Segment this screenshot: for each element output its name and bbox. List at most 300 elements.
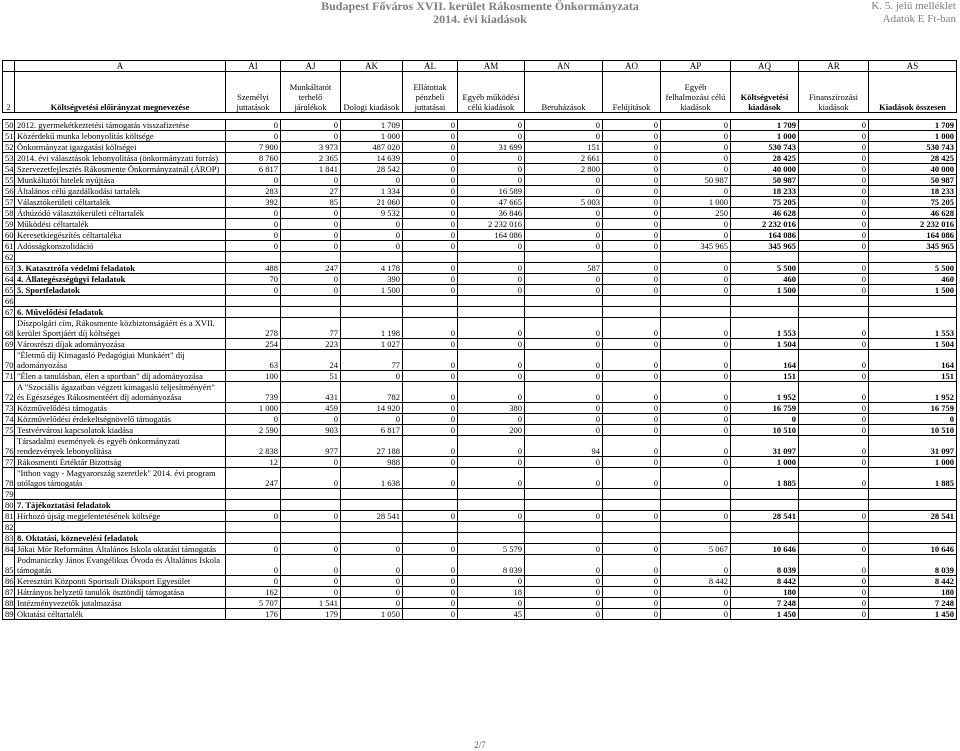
value-cell: 0 <box>661 318 731 339</box>
value-cell: 6 817 <box>226 164 281 175</box>
value-cell: 459 <box>281 403 341 414</box>
row-number: 51 <box>3 131 15 142</box>
value-cell: 1 500 <box>731 285 799 296</box>
table-row <box>3 544 957 555</box>
value-cell: 4 178 <box>341 263 403 274</box>
value-cell: 0 <box>403 142 458 153</box>
value-cell: 1 541 <box>281 598 341 609</box>
row-label: Általános célú gazdálkodási tartalék <box>15 186 226 197</box>
value-cell: 0 <box>525 285 603 296</box>
value-cell: 0 <box>603 425 661 436</box>
value-cell <box>341 489 403 500</box>
value-cell <box>458 500 525 511</box>
value-cell: 16 759 <box>731 403 799 414</box>
value-cell: 0 <box>525 208 603 219</box>
row-label: Szervezetfejlesztés Rákosmente Önkormányzatnál (ÁROP) <box>15 164 226 175</box>
table-row <box>3 230 957 241</box>
page-number: 2/7 <box>474 740 486 750</box>
value-cell: 0 <box>603 175 661 186</box>
row-label: Önkormányzat igazgatási költségei <box>15 142 226 153</box>
header-row-number: 2 <box>3 72 15 113</box>
value-cell: 0 <box>603 511 661 522</box>
table-row <box>3 425 957 436</box>
value-cell: 0 <box>403 587 458 598</box>
value-cell <box>731 296 799 307</box>
value-cell <box>731 252 799 263</box>
value-cell <box>603 296 661 307</box>
value-cell <box>403 500 458 511</box>
value-cell <box>403 522 458 533</box>
value-cell: 0 <box>661 436 731 457</box>
value-cell: 0 <box>458 468 525 489</box>
value-cell: 0 <box>403 436 458 457</box>
header-financing: Finanszírozási kiadások <box>799 72 869 113</box>
value-cell <box>525 489 603 500</box>
value-cell: 0 <box>341 219 403 230</box>
value-cell: 0 <box>799 241 869 252</box>
value-cell: 0 <box>458 241 525 252</box>
budget-table <box>2 60 957 620</box>
value-cell: 0 <box>603 371 661 382</box>
value-cell: 0 <box>281 555 341 576</box>
value-cell: 0 <box>525 544 603 555</box>
value-cell: 0 <box>661 403 731 414</box>
value-cell: 0 <box>341 241 403 252</box>
value-cell: 0 <box>403 339 458 350</box>
value-cell: 0 <box>458 576 525 587</box>
value-cell: 988 <box>341 457 403 468</box>
value-cell: 0 <box>281 175 341 186</box>
value-cell: 2 590 <box>226 425 281 436</box>
row-label: Városrészi díjak adományozása <box>15 339 226 350</box>
table-row <box>3 307 957 318</box>
row-label: Társadalmi események és egyéb önkormányzati rendezvények lebonyolítása <box>15 436 226 457</box>
column-letter: AO <box>603 61 661 72</box>
table-row <box>3 197 957 208</box>
value-cell <box>869 252 957 263</box>
value-cell <box>603 522 661 533</box>
value-cell: 0 <box>799 587 869 598</box>
row-label: Díszpolgári cím, Rákosmente közbiztonságáért és a XVII. kerület Sportjáért díj költségei <box>15 318 226 339</box>
table-row <box>3 533 957 544</box>
value-cell: 0 <box>799 142 869 153</box>
table-row <box>3 382 957 403</box>
value-cell: 0 <box>603 544 661 555</box>
value-cell: 1 952 <box>869 382 957 403</box>
value-cell: 2 232 016 <box>869 219 957 230</box>
value-cell: 0 <box>603 339 661 350</box>
value-cell: 0 <box>799 285 869 296</box>
value-cell: 0 <box>281 544 341 555</box>
row-label: "Életmű díj Kimagasló Pedagógiai Munkáért" díj adományozása <box>15 350 226 371</box>
value-cell: 0 <box>403 609 458 620</box>
value-cell: 8 760 <box>226 153 281 164</box>
value-cell: 0 <box>226 241 281 252</box>
value-cell: 0 <box>458 371 525 382</box>
header-budget-expenses: Költségvetési kiadások <box>731 72 799 113</box>
value-cell: 5 003 <box>525 197 603 208</box>
value-cell: 0 <box>403 414 458 425</box>
value-cell: 0 <box>661 457 731 468</box>
value-cell: 0 <box>869 414 957 425</box>
value-cell: 10 510 <box>869 425 957 436</box>
value-cell <box>281 489 341 500</box>
value-cell: 180 <box>869 587 957 598</box>
table-row <box>3 350 957 371</box>
value-cell: 0 <box>281 285 341 296</box>
value-cell: 0 <box>603 609 661 620</box>
value-cell: 0 <box>799 186 869 197</box>
value-cell: 2 232 016 <box>458 219 525 230</box>
value-cell <box>799 533 869 544</box>
column-letter: AM <box>458 61 525 72</box>
table-row <box>3 576 957 587</box>
value-cell: 0 <box>403 403 458 414</box>
value-cell: 0 <box>403 153 458 164</box>
value-cell: 0 <box>603 208 661 219</box>
row-label: 3. Katasztrófa védelmi feladatok <box>15 263 226 274</box>
row-number: 58 <box>3 208 15 219</box>
value-cell: 8 039 <box>458 555 525 576</box>
column-letter: A <box>15 61 226 72</box>
row-label: Testvérvárosi kapcsolatok kiadása <box>15 425 226 436</box>
document-annex <box>871 0 956 26</box>
value-cell: 0 <box>603 414 661 425</box>
table-row <box>3 263 957 274</box>
row-number: 62 <box>3 252 15 263</box>
value-cell: 0 <box>341 598 403 609</box>
column-letter: AI <box>226 61 281 72</box>
value-cell: 0 <box>661 164 731 175</box>
value-cell <box>403 252 458 263</box>
value-cell: 28 541 <box>341 511 403 522</box>
value-cell: 1 050 <box>341 609 403 620</box>
row-label: Közművelődési érdekeltségnövelő támogatás <box>15 414 226 425</box>
value-cell <box>869 296 957 307</box>
value-cell: 0 <box>799 436 869 457</box>
value-cell: 1 885 <box>869 468 957 489</box>
value-cell: 0 <box>525 339 603 350</box>
value-cell: 0 <box>281 241 341 252</box>
value-cell: 0 <box>403 131 458 142</box>
value-cell: 0 <box>525 609 603 620</box>
value-cell: 0 <box>799 208 869 219</box>
document-title <box>0 0 960 26</box>
value-cell <box>458 296 525 307</box>
value-cell: 0 <box>226 175 281 186</box>
value-cell: 28 541 <box>731 511 799 522</box>
value-cell: 0 <box>661 382 731 403</box>
value-cell: 8 442 <box>661 576 731 587</box>
value-cell: 1 450 <box>731 609 799 620</box>
value-cell: 488 <box>226 263 281 274</box>
value-cell: 1 500 <box>869 285 957 296</box>
column-header-row <box>3 72 957 113</box>
table-row <box>3 522 957 533</box>
table-row <box>3 587 957 598</box>
value-cell: 0 <box>458 285 525 296</box>
value-cell <box>661 296 731 307</box>
value-cell: 0 <box>799 131 869 142</box>
value-cell: 460 <box>731 274 799 285</box>
value-cell: 10 510 <box>731 425 799 436</box>
value-cell: 530 743 <box>731 142 799 153</box>
annex-label: K. 5. jelű melléklet <box>871 0 956 12</box>
value-cell: 0 <box>458 131 525 142</box>
value-cell: 0 <box>281 468 341 489</box>
row-number: 80 <box>3 500 15 511</box>
value-cell: 8 039 <box>731 555 799 576</box>
spacer-cell <box>3 113 957 120</box>
value-cell: 5 067 <box>661 544 731 555</box>
value-cell <box>403 489 458 500</box>
row-number: 69 <box>3 339 15 350</box>
value-cell: 7 248 <box>731 598 799 609</box>
value-cell: 16 759 <box>869 403 957 414</box>
value-cell: 0 <box>799 350 869 371</box>
value-cell: 0 <box>525 511 603 522</box>
value-cell: 0 <box>799 274 869 285</box>
value-cell <box>458 307 525 318</box>
value-cell: 151 <box>869 371 957 382</box>
value-cell: 85 <box>281 197 341 208</box>
value-cell: 0 <box>403 576 458 587</box>
value-cell <box>226 296 281 307</box>
value-cell: 0 <box>525 350 603 371</box>
row-label: A "Szociális ágazatban végzett kimagasló teljesítményért" és Egészséges Rákosmentéért díj adományozása <box>15 382 226 403</box>
value-cell: 0 <box>341 371 403 382</box>
value-cell: 200 <box>458 425 525 436</box>
value-cell: 0 <box>525 241 603 252</box>
table-row <box>3 219 957 230</box>
value-cell <box>661 489 731 500</box>
row-number: 54 <box>3 164 15 175</box>
row-label <box>15 296 226 307</box>
value-cell: 0 <box>281 131 341 142</box>
value-cell: 0 <box>525 219 603 230</box>
value-cell: 1 500 <box>341 285 403 296</box>
value-cell: 70 <box>226 274 281 285</box>
value-cell: 0 <box>226 120 281 131</box>
value-cell: 1 709 <box>731 120 799 131</box>
table-row <box>3 131 957 142</box>
value-cell: 0 <box>661 274 731 285</box>
row-number: 60 <box>3 230 15 241</box>
value-cell: 0 <box>403 274 458 285</box>
value-cell: 75 205 <box>731 197 799 208</box>
value-cell: 0 <box>525 371 603 382</box>
row-number: 61 <box>3 241 15 252</box>
value-cell <box>869 307 957 318</box>
value-cell: 0 <box>731 414 799 425</box>
value-cell: 0 <box>458 153 525 164</box>
value-cell: 0 <box>403 555 458 576</box>
value-cell: 0 <box>661 153 731 164</box>
value-cell: 0 <box>341 576 403 587</box>
value-cell: 77 <box>341 350 403 371</box>
row-label <box>15 252 226 263</box>
value-cell: 0 <box>799 230 869 241</box>
value-cell <box>869 522 957 533</box>
value-cell: 0 <box>341 414 403 425</box>
value-cell: 345 965 <box>869 241 957 252</box>
value-cell: 0 <box>603 318 661 339</box>
value-cell: 278 <box>226 318 281 339</box>
value-cell: 9 532 <box>341 208 403 219</box>
value-cell: 94 <box>525 436 603 457</box>
value-cell: 151 <box>731 371 799 382</box>
value-cell: 1 000 <box>731 457 799 468</box>
value-cell: 0 <box>799 403 869 414</box>
value-cell: 5 500 <box>731 263 799 274</box>
table-row <box>3 457 957 468</box>
header-name: Költségvetési előirányzat megnevezése <box>15 72 226 113</box>
value-cell: 28 541 <box>869 511 957 522</box>
row-number: 79 <box>3 489 15 500</box>
column-letter: AK <box>341 61 403 72</box>
value-cell: 460 <box>869 274 957 285</box>
value-cell: 0 <box>403 425 458 436</box>
value-cell: 0 <box>341 587 403 598</box>
value-cell: 0 <box>603 263 661 274</box>
row-label: 2014. évi választások lebonyolítása (önkormányzati forrás) <box>15 153 226 164</box>
value-cell: 0 <box>603 186 661 197</box>
value-cell: 47 665 <box>458 197 525 208</box>
value-cell: 0 <box>281 120 341 131</box>
title-line-1: Budapest Főváros XVII. kerület Rákosmente Önkormányzata <box>321 0 639 13</box>
value-cell: 739 <box>226 382 281 403</box>
spacer-row <box>3 113 957 120</box>
table-row <box>3 609 957 620</box>
header-total: Kiadások összesen <box>869 72 957 113</box>
row-number: 73 <box>3 403 15 414</box>
table-row <box>3 555 957 576</box>
value-cell: 0 <box>281 274 341 285</box>
value-cell: 0 <box>403 544 458 555</box>
table-row <box>3 414 957 425</box>
value-cell: 0 <box>403 164 458 175</box>
value-cell <box>458 252 525 263</box>
value-cell: 179 <box>281 609 341 620</box>
value-cell: 0 <box>603 120 661 131</box>
table-body <box>3 61 957 620</box>
row-number: 64 <box>3 274 15 285</box>
value-cell: 0 <box>661 468 731 489</box>
value-cell: 0 <box>799 468 869 489</box>
value-cell <box>661 307 731 318</box>
value-cell: 10 646 <box>731 544 799 555</box>
value-cell: 0 <box>281 457 341 468</box>
row-label: Áthúzódó választókerületi céltartalék <box>15 208 226 219</box>
table-row <box>3 500 957 511</box>
title-line-2: 2014. évi kiadások <box>433 12 527 26</box>
value-cell: 10 646 <box>869 544 957 555</box>
value-cell: 36 846 <box>458 208 525 219</box>
value-cell: 0 <box>281 511 341 522</box>
table-row <box>3 318 957 339</box>
value-cell: 0 <box>661 219 731 230</box>
value-cell: 0 <box>603 142 661 153</box>
value-cell: 0 <box>226 544 281 555</box>
value-cell: 28 425 <box>869 153 957 164</box>
value-cell: 0 <box>603 131 661 142</box>
value-cell: 8 442 <box>869 576 957 587</box>
value-cell <box>341 296 403 307</box>
row-number: 56 <box>3 186 15 197</box>
value-cell: 31 699 <box>458 142 525 153</box>
row-number: 63 <box>3 263 15 274</box>
value-cell <box>661 252 731 263</box>
value-cell: 0 <box>525 274 603 285</box>
value-cell: 1 553 <box>869 318 957 339</box>
row-label <box>15 489 226 500</box>
row-number: 81 <box>3 511 15 522</box>
value-cell: 0 <box>661 285 731 296</box>
value-cell: 0 <box>603 598 661 609</box>
row-label: 5. Sportfeladatok <box>15 285 226 296</box>
value-cell: 164 <box>731 350 799 371</box>
value-cell: 0 <box>226 219 281 230</box>
value-cell: 1 450 <box>869 609 957 620</box>
value-cell: 0 <box>458 511 525 522</box>
value-cell: 18 <box>458 587 525 598</box>
value-cell: 0 <box>661 263 731 274</box>
value-cell: 2 838 <box>226 436 281 457</box>
value-cell: 0 <box>799 263 869 274</box>
value-cell: 1 000 <box>341 131 403 142</box>
value-cell: 0 <box>403 350 458 371</box>
row-label: Keresetkiegészítés céltartaléka <box>15 230 226 241</box>
value-cell: 223 <box>281 339 341 350</box>
value-cell: 31 097 <box>731 436 799 457</box>
row-number: 75 <box>3 425 15 436</box>
value-cell: 0 <box>458 318 525 339</box>
value-cell: 176 <box>226 609 281 620</box>
value-cell: 0 <box>661 555 731 576</box>
value-cell: 0 <box>281 576 341 587</box>
header-personal: Személyi juttatások <box>226 72 281 113</box>
value-cell: 0 <box>226 285 281 296</box>
row-number: 88 <box>3 598 15 609</box>
row-number: 70 <box>3 350 15 371</box>
value-cell: 1 504 <box>731 339 799 350</box>
value-cell: 100 <box>226 371 281 382</box>
value-cell: 0 <box>661 609 731 620</box>
value-cell: 28 425 <box>731 153 799 164</box>
value-cell: 50 987 <box>731 175 799 186</box>
row-label: Hírhozó újság megjelentetésének költsége <box>15 511 226 522</box>
row-number: 67 <box>3 307 15 318</box>
value-cell: 2 232 016 <box>731 219 799 230</box>
value-cell <box>869 533 957 544</box>
value-cell: 0 <box>661 131 731 142</box>
row-label: Hátrányos helyzetű tanulók ösztöndíj támogatása <box>15 587 226 598</box>
value-cell: 0 <box>458 414 525 425</box>
value-cell: 0 <box>525 186 603 197</box>
value-cell: 782 <box>341 382 403 403</box>
value-cell: 0 <box>799 153 869 164</box>
value-cell: 392 <box>226 197 281 208</box>
value-cell: 250 <box>661 208 731 219</box>
table-row <box>3 296 957 307</box>
column-letter: AQ <box>731 61 799 72</box>
value-cell <box>869 500 957 511</box>
value-cell: 0 <box>458 164 525 175</box>
value-cell: 0 <box>603 350 661 371</box>
row-number: 59 <box>3 219 15 230</box>
value-cell: 0 <box>799 318 869 339</box>
header-investments: Beruházások <box>525 72 603 113</box>
